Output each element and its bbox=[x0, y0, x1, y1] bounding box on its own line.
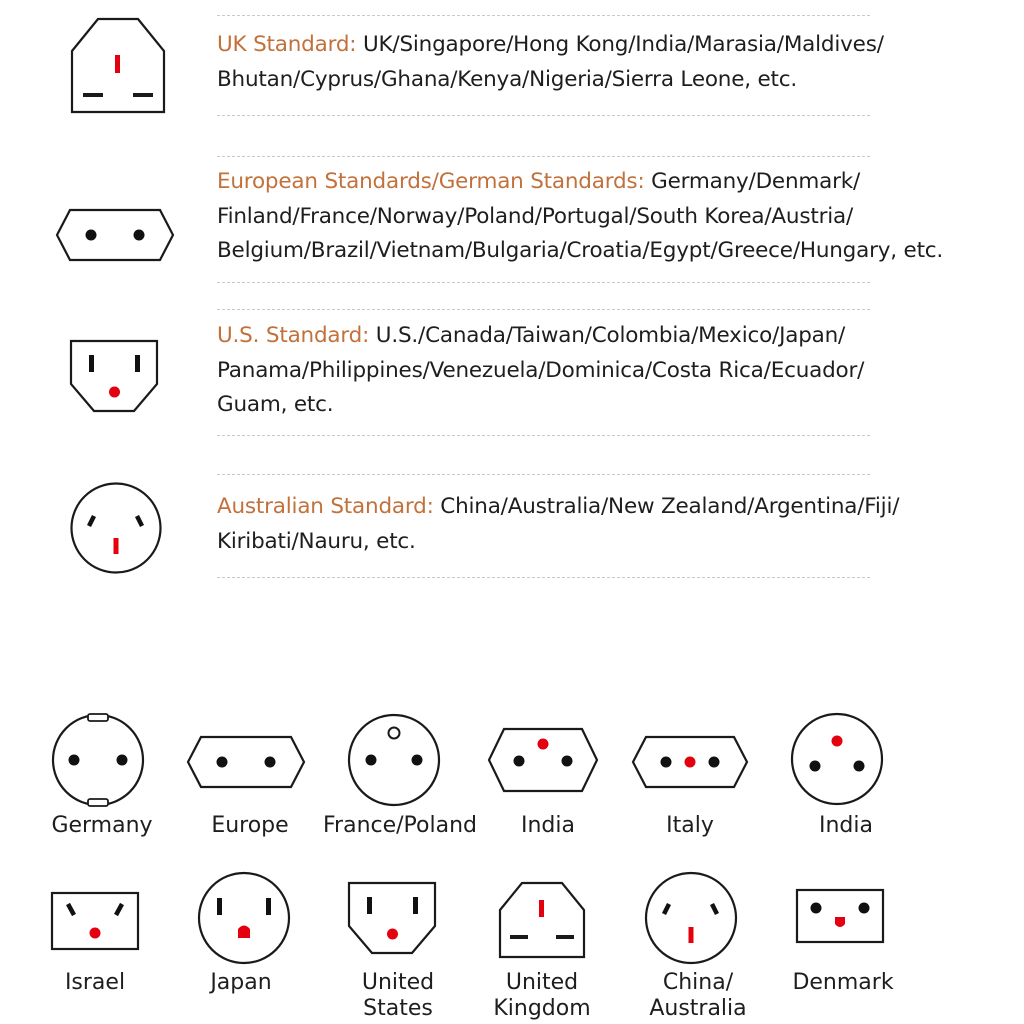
standard-europe bbox=[217, 165, 1007, 269]
japan-socket-icon bbox=[198, 872, 290, 964]
standard-label: European Standards/German Standards: bbox=[217, 169, 645, 194]
germany-socket-icon bbox=[52, 714, 144, 806]
standard-uk bbox=[217, 28, 1007, 97]
socket-label-line: Australia bbox=[649, 996, 747, 1021]
australia-plug-icon bbox=[70, 482, 162, 574]
italy-socket-icon bbox=[632, 736, 748, 788]
divider bbox=[217, 309, 870, 310]
socket-label: India bbox=[521, 813, 575, 838]
socket-label: France/Poland bbox=[322, 813, 477, 838]
standard-countries: China/Australia/New Zealand/Argentina/Fiji/ bbox=[433, 494, 900, 519]
standard-countries: Guam, etc. bbox=[217, 392, 334, 417]
uk-plug-icon bbox=[70, 17, 166, 113]
us-socket-icon bbox=[348, 882, 436, 954]
divider bbox=[217, 435, 870, 436]
standard-australia bbox=[217, 490, 1007, 559]
divider bbox=[217, 282, 870, 283]
divider bbox=[217, 115, 870, 116]
israel-socket-icon bbox=[51, 892, 139, 950]
standard-countries: Kiribati/Nauru, etc. bbox=[217, 528, 416, 554]
socket-label: Japan bbox=[210, 970, 272, 995]
socket-label-line: United bbox=[361, 970, 435, 995]
denmark-socket-icon bbox=[796, 889, 884, 943]
india-socket-icon bbox=[488, 728, 598, 792]
socket-label: India bbox=[819, 813, 873, 838]
socket-label: Italy bbox=[666, 813, 714, 838]
divider bbox=[217, 474, 870, 475]
standard-label: U.S. Standard: bbox=[217, 323, 370, 348]
standard-countries: UK/Singapore/Hong Kong/India/Marasia/Maldives/ bbox=[356, 32, 884, 57]
socket-label-united-kingdom bbox=[467, 970, 617, 1022]
uk-socket-icon bbox=[498, 882, 586, 958]
divider bbox=[217, 577, 870, 578]
socket-label-line: China/ bbox=[662, 970, 734, 995]
socket-label-china-australia bbox=[623, 970, 773, 1022]
standard-us bbox=[217, 319, 1007, 423]
socket-label-line: Kingdom bbox=[493, 996, 591, 1021]
socket-label: Denmark bbox=[792, 970, 894, 995]
socket-label: Germany bbox=[51, 813, 153, 838]
socket-label-line: States bbox=[363, 996, 433, 1021]
france-poland-socket-icon bbox=[348, 714, 440, 806]
us-plug-icon bbox=[70, 340, 158, 412]
standard-countries: Finland/France/Norway/Poland/Portugal/South Korea/Austria/ bbox=[217, 203, 854, 229]
china-australia-socket-icon bbox=[645, 872, 737, 964]
divider bbox=[217, 15, 870, 16]
europe-plug-icon bbox=[56, 209, 174, 261]
socket-label-united-states bbox=[323, 970, 473, 1022]
standard-countries: U.S./Canada/Taiwan/Colombia/Mexico/Japan/ bbox=[369, 323, 846, 348]
standard-countries: Germany/Denmark/ bbox=[644, 169, 861, 194]
standard-label: Australian Standard: bbox=[217, 494, 434, 519]
socket-label: Europe bbox=[211, 813, 289, 838]
standard-countries: Panama/Philippines/Venezuela/Dominica/Costa Rica/Ecuador/ bbox=[217, 357, 865, 383]
socket-label: Israel bbox=[64, 970, 126, 995]
standard-countries: Belgium/Brazil/Vietnam/Bulgaria/Croatia/Egypt/Greece/Hungary, etc. bbox=[217, 238, 944, 263]
divider bbox=[217, 156, 870, 157]
india-round-socket-icon bbox=[791, 713, 883, 805]
europe-socket-icon bbox=[187, 736, 305, 788]
socket-label-line: United bbox=[505, 970, 579, 995]
standard-countries: Bhutan/Cyprus/Ghana/Kenya/Nigeria/Sierra Leone, etc. bbox=[217, 66, 798, 92]
standard-label: UK Standard: bbox=[217, 32, 357, 57]
